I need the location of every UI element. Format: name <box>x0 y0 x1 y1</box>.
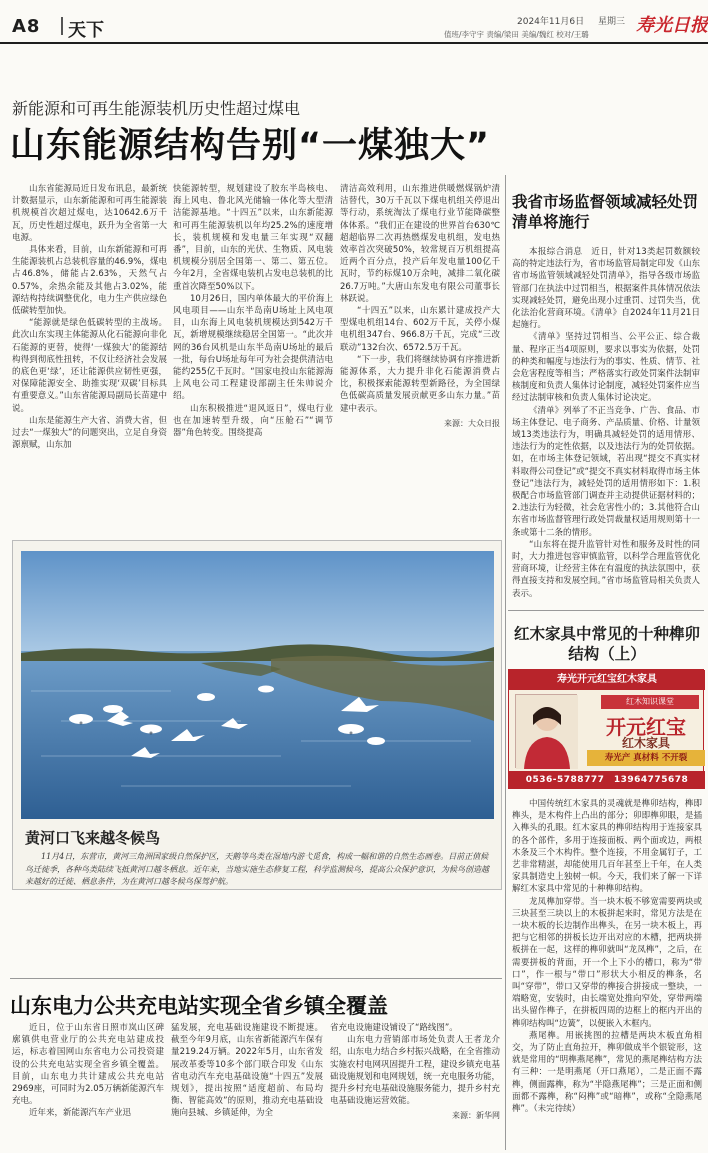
swan-wetland-photo <box>21 551 494 819</box>
lead-source: 来源：大众日报 <box>444 418 500 428</box>
charging-column-1 <box>12 1022 164 1150</box>
lead-column-3 <box>340 183 500 533</box>
charging-column-2 <box>171 1022 323 1150</box>
charging-station-headline: 山东电力公共充电站实现全省乡镇全覆盖 <box>10 994 388 1018</box>
section-divider <box>508 610 704 611</box>
lead-col2-para: 山东积极推进“退风返日”，煤电行业也在加速转型升级，向“压舱石”“调节器”角色转变。围绕提高 <box>173 403 333 439</box>
mortise-para: 中国传统红木家具的灵魂就是榫卯结构，榫即榫头，是木构件上凸出的部分；卯即榫卯眼，是插入榫头的孔眼。红木家具的榫卯结构用于连接家具的各个部件，多用于连接面板、两个面或边，两根木条及三个木构件。整个连接，不用金属钉子，工艺非常精湛，却能使用几百年甚至上千年，在人类家具制造史上独树一帜。今天，我们来了解一下详解红木家具中常见的十种榫卯结构。 <box>512 799 702 895</box>
charging-para: 近年来，新能源汽车产业迅 <box>29 1108 132 1119</box>
page-number: A8 <box>12 16 41 37</box>
lead-headline: 山东能源结构告别“一煤独大” <box>10 126 491 166</box>
lead-col3-para: “十四五”以来，山东累计建成投产大型煤电机组14台、602万千瓦，关停小煤电机组347台、966.8万千瓦，完成“三改联动”132台次、6572.5万千瓦。 <box>340 306 500 353</box>
header-divider <box>61 17 63 35</box>
charging-para: 省充电设施建设铺设了“路线图”。 <box>330 1023 458 1033</box>
section-divider <box>10 978 502 979</box>
issue-date: 2024年11月6日 <box>517 17 585 27</box>
lead-col1-para: 具体来看，目前，山东新能源和可再生能源装机占总装机容量的46.9%，煤电占46.8%，储能占2.63%，天然气占0.57%，余热余能及其他占3.02%，能源结构持续调整优化，电力生产供应绿色低碳转型加快。 <box>12 245 167 317</box>
photo-feature <box>12 540 502 890</box>
charging-para: 山东电力营销部市场处负责人王者龙介绍，山东电力结合乡村振兴战略，在全省推动实施农村电网巩固提升工程，建设乡镇充电基础设施规划和电网规划，统一充电服务功能，提升乡村充电基础设施服务能力，提升乡村充电基础设施运营效能。 <box>330 1035 501 1107</box>
editor-credits: 值班/李守宇 责编/梁田 美编/魏红 校对/王璐 <box>444 30 589 39</box>
ad-product-line: 红木家具 <box>621 736 670 750</box>
issue-weekday: 星期三 <box>598 17 626 27</box>
photo-title: 黄河口飞来越冬候鸟 <box>25 829 161 847</box>
market-para: 《清单》列举了不正当竞争、广告、食品、市场主体登记、电子商务、产品质量、价格、计量领域13类违法行为，明确具减轻处罚的适用情形、违法行为的定性依据，以及违法行为的处罚依据。如，在市场主体登记领域，若出现“提交不真实材料取得公司登记”或“提交不真实材料取得市场主体登记”违法行为，减轻处罚的适用情形如下：1.积极配合市场监管部门调查并主动提供证据材料的；2.违法行为轻微，社会危害性小的；3.其他符合山东省市场监督管理行政处罚裁量权适用规则第十一条或第十二条的情形。 <box>512 405 700 538</box>
charging-column-3 <box>330 1022 500 1150</box>
section-name: 天下 <box>68 20 104 41</box>
lead-col1-para: “能源就是绿色低碳转型的主战场。此次山东实现主体能源从化石能源向非化石能源的更替，使得‘一煤独大’的能源结构得到彻底性扭转，不仅让经济社会发展的底色更‘绿’，还让能源供应韧性更强，对保障能源安全、助推实现‘双碳’目标具有重要意义。”山东省能源局副局长苗建中说。 <box>12 318 167 414</box>
mortise-tenon-headline: 红木家具中常见的十种榫卯结构（上） <box>513 625 700 663</box>
lead-col2-para: 10月26日，国内单体最大的平价海上风电项目——山东半岛南U场址上风电项目，山东海上风电装机规模达到542万千瓦，新增规模继续稳居全国第一。“此次并网的36台风机是山东半岛南U场址的最后一批，每台U场址每年可为社会提供清洁电能约255亿千瓦时。“国家电投山东能源海上风电公司工程建设部副主任朱帅说介绍。 <box>173 293 333 402</box>
furniture-advertisement <box>508 669 704 789</box>
lead-col1-para: 山东是能源生产大省、消费大省，但过去“一煤独大”的问题突出，立足自身资源禀赋，山东加 <box>12 415 167 451</box>
ad-presenter-photo <box>515 694 577 768</box>
lead-subtitle: 新能源和可再生能源装机历史性超过煤电 <box>12 99 301 118</box>
lead-col1-para: 山东省能源局近日发布讯息，最新统计数据显示，山东新能源和可再生能源装机规模首次超过煤电，达10642.6万千瓦，历史性超过煤电，跃升为全省第一大电源。 <box>12 184 167 243</box>
charging-para: 近日，位于山东省日照市岚山区碑廓镇供电营业厅的公共充电站建成投运，标志着国网山东省电力公司投资建设的公共充电站实现全省乡镇全覆盖。目前，山东电力共计建成公共充电站2969座，可同时为2.05万辆新能源汽车充电。 <box>12 1023 164 1107</box>
mortise-tenon-body <box>512 798 702 1148</box>
market-supervision-body <box>512 246 700 599</box>
market-supervision-headline: 我省市场监督领域减轻处罚清单将施行 <box>512 193 699 231</box>
lead-column-2 <box>173 183 333 533</box>
charging-para: 猛发展，充电基础设施建设不断提速。截至今年9月底，山东省新能源汽车保有量219.24万辆。2022年5月，山东省发展改革委等10多个部门联合印发《山东省电动汽车充电基础设施“十四五”发展规划》，提出按照“适度超前、布局均衡、智能高效”的原则，推动充电基础设施向县城、乡镇延伸，为全 <box>171 1023 323 1119</box>
lead-column-1 <box>12 183 167 533</box>
mortise-para: 龙凤榫加穿带。当一块木板不够宽需要两块或三块甚至三块以上的木板拼起来时，常见方法是在一块木板的长边制作出榫头，在另一块木板上，再把与它相邻的拼板长边开出对应的木槽，把两块拼板拼在一起，这样的榫卯就叫“龙凤榫”，之后，在需要拼板的背面，开一个上下小的槽口，称为“带口”，作一根与“带口”形状大小相反的榫条，名叫“穿带”，带口又穿带的榫接合拼接成一整块，一端略宽，安装时，由长端宽处推向窄处，穿带两端出头留作榫子，在拼板四周的边框上的框内开出的榫卯结构叫“边簧”，以便嵌入木框内。 <box>512 896 702 1029</box>
lead-col3-para: 清洁高效利用，山东推进供暖燃煤锅炉清洁替代，30万千瓦以下煤电机组关停退出等行动，系统淘汰了煤电行业节能降碳整体体系。“我们正在建设的世界首台630℃超超临界二次再热燃煤发电机组，发电热效率首次突破50%，较常规百万机组提高近两个百分点，投产后年发电量100亿千瓦时，节约标煤10万余吨，减排二氧化碳26.7万吨。”大唐山东发电有限公司董事长林跃说。 <box>340 184 500 304</box>
market-para: 本报综合消息 近日，针对13类起罚数额较高的特定违法行为，省市场监管局制定印发《山东省市场监管领域减轻处罚清单》，指导各级市场监管部门在执法中过罚相当，根据案件具体情况依法实现减轻处罚，避免出现小过重罚、过罚失当，优化法治化营商环境。《清单》自2024年11月21日起施行。 <box>512 247 700 331</box>
page-header <box>0 0 708 44</box>
column-divider <box>505 175 506 1150</box>
mortise-para: 燕尾榫。用嵌挑图的拉槽是两块木板直角相交，为了防止直角拉开，榫卯做成半个银锭形，这就是常用的“明榫燕尾榫”，常见的燕尾榫结构方法有三种：一是明燕尾（开口燕尾），二是正面不露榫，侧面露榫，称为“半隐燕尾榫”；三是正面和侧面都不露榫，称“闷榫”或“暗榫”，或称“全隐燕尾榫”。（未完待续） <box>512 1030 702 1115</box>
ad-selling-points: 寿光产 真材料 不开裂 <box>587 750 705 766</box>
photo-caption: 11月4日，东营市，黄河三角洲国家级自然保护区，天鹅等鸟类在湿地内游弋觅食，构成一幅和谐的自然生态画卷。目前正值候鸟迁徙季，各种鸟类陆续飞抵黄河口越冬栖息。近年来，当地实施生态修复工程，科学监测候鸟，提高公众保护意识，为候鸟创造越来越好的迁徙、栖息条件，为在黄河口越冬候鸟保驾护航。 <box>25 852 489 886</box>
charging-source: 来源：新华网 <box>452 1111 500 1121</box>
ad-ribbon: 红木知识课堂 <box>601 695 699 709</box>
newspaper-logo: 寿光日报 <box>636 15 708 36</box>
market-para: 《清单》坚持过罚相当、公平公正、综合裁量、程序正当4项原则，要求以事实为依据，处罚的种类和幅度与违法行为的事实、性质、情节、社会危害程度等相当；严格落实行政处罚案件法制审核制度和负责人集体讨论制度，减轻处罚案件应当经过法制审核和负责人集体讨论决定。 <box>512 332 700 404</box>
ad-brand-name: 开元红宝 <box>606 715 686 739</box>
lead-col2-para: 快能源转型，规划建设了胶东半岛核电、海上风电、鲁北风光储输一体化等大型清洁能源基地。“十四五”以来，山东新能源和可再生能源装机以年均25.2%的速度增长，装机规模和发电量三年实现“双翻番”，目前，山东的光伏、生物质、风电装机规模分别居全国第一、第二、第五位。今年2月，全省煤电装机占发电总装机的比重首次降至50%以下。 <box>173 184 333 292</box>
lead-col3-para: “下一步，我们将继续协调有序推进新能源体系，大力提升非化石能源消费占比，积极探索能源转型新路径，为全国绿色低碳高质量发展贡献更多山东力量。”苗建中表示。 <box>340 354 500 414</box>
ad-top-banner: 寿光开元红宝红木家具 <box>509 670 705 690</box>
market-para: “山东将在提升监管针对性和服务及时性的同时，大力推进包容审慎监管，以科学合理监管优化营商环境，让经营主体在有温度的执法氛围中，获得直接支持和发展空间。”省市场监管局相关负责人表示。 <box>512 539 700 599</box>
ad-phone-numbers: 0536-5788777 13964775678 <box>509 771 705 789</box>
